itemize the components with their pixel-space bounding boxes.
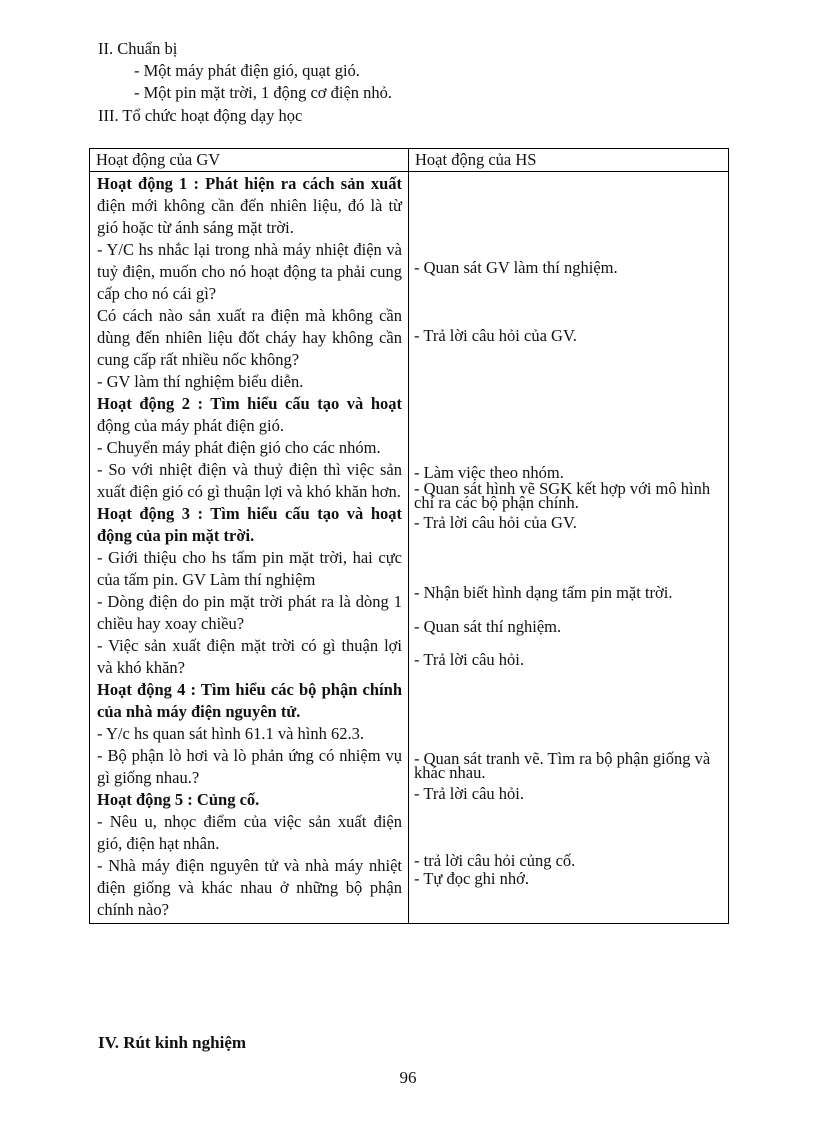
activity-3-step-1: - Giới thiệu cho hs tấm pin mặt trời, hai cực của tấm pin. GV Làm thí nghiệm — [97, 548, 402, 589]
activity-3-step-3: - Việc sản xuất điện mặt trời có gì thuận lợi và khó khăn? — [97, 636, 402, 677]
column-header-gv: Hoạt động của GV — [90, 149, 409, 172]
activity-4-step-1: - Y/c hs quan sát hình 61.1 và hình 62.3. — [97, 724, 365, 743]
student-note-2: - Trả lời câu hỏi của GV. — [414, 326, 577, 345]
student-note-10: - Trả lời câu hỏi. — [414, 784, 525, 803]
activity-2-intro — [97, 393, 402, 437]
activity-5-step-1: - Nêu u, nhọc điểm của việc sản xuất điện gió, điện hạt nhân. — [97, 812, 402, 853]
activity-1-step-2: Có cách nào sản xuất ra điện mà không cần dùng đến nhiên liệu đốt cháy hay không cần cung cấp rất nhiều nốc không? — [97, 306, 402, 369]
student-note-3: - Làm việc theo nhóm. — [414, 463, 564, 482]
activity-4-intro — [97, 679, 402, 723]
activity-1-step-3: - GV làm thí nghiệm biểu diễn. — [97, 372, 304, 391]
table-header-row — [90, 149, 729, 172]
student-note-7: - Quan sát thí nghiệm. — [414, 617, 562, 636]
prep-heading: II. Chuẩn bị — [98, 39, 178, 58]
activity-1-title-rest: điện mới không cần đến nhiên liệu, đó là từ gió hoặc từ ánh sáng mặt trời. — [97, 196, 402, 237]
student-note-9: - Quan sát tranh vẽ. Tìm ra bộ phận giống và khác nhau. — [414, 749, 711, 782]
activity-5-intro — [97, 789, 402, 811]
page-number: 96 — [399, 1068, 417, 1087]
activity-1-intro — [97, 173, 402, 239]
activity-4-step-2: - Bộ phận lò hơi và lò phản ứng có nhiệm vụ gì giống nhau.? — [97, 746, 402, 787]
experience-heading: IV. Rút kinh nghiệm — [98, 1033, 247, 1052]
activity-2-step-2: - So với nhiệt điện và thuỷ điện thì việc sản xuất điện gió có gì thuận lợi và khó khăn hơn. — [97, 460, 402, 501]
prep-item-1: - Một máy phát điện gió, quạt gió. — [134, 61, 360, 80]
student-note-12: - Tự đọc ghi nhớ. — [414, 869, 529, 888]
student-activities-cell — [409, 172, 729, 924]
activity-3-title: Hoạt động 3 : Tìm hiểu cấu tạo và hoạt động của pin mặt trời. — [97, 504, 402, 545]
activity-1-step-1: - Y/C hs nhắc lại trong nhà máy nhiệt điện và tuỷ điện, muốn cho nó hoạt động ta phải cung cấp cho nó cái gì? — [97, 240, 402, 303]
activity-4-title: Hoạt động 4 : Tìm hiểu các bộ phận chính của nhà máy điện nguyên tử. — [97, 680, 402, 721]
activity-2-title: Hoạt động 2 : Tìm hiểu cấu tạo và hoạt — [97, 394, 402, 413]
activity-5-step-2: - Nhà máy điện nguyên tử và nhà máy nhiệt điện giống và khác nhau ở những bộ phận chính nào? — [97, 856, 402, 919]
activity-2-step-1: - Chuyển máy phát điện gió cho các nhóm. — [97, 438, 381, 457]
student-note-8: - Trả lời câu hỏi. — [414, 650, 525, 669]
activity-table — [89, 148, 729, 924]
activity-1-title: Hoạt động 1 : Phát hiện ra cách sản xuất — [97, 174, 402, 193]
activity-3-intro — [97, 503, 402, 547]
column-header-hs: Hoạt động của HS — [409, 149, 729, 172]
prep-item-2: - Một pin mặt trời, 1 động cơ điện nhỏ. — [134, 83, 393, 102]
student-note-1: - Quan sát GV làm thí nghiệm. — [414, 258, 618, 277]
activity-3-step-2: - Dòng điện do pin mặt trời phát ra là dòng 1 chiều hay xoay chiều? — [97, 592, 402, 633]
student-note-6: - Nhận biết hình dạng tấm pin mặt trời. — [414, 583, 673, 602]
student-note-11: - trả lời câu hỏi củng cố. — [414, 851, 576, 870]
student-note-5: - Trả lời câu hỏi của GV. — [414, 513, 577, 532]
organize-heading: III. Tổ chức hoạt động dạy học — [98, 106, 303, 125]
activity-5-title: Hoạt động 5 : Củng cố. — [97, 790, 260, 809]
table-body-row — [90, 172, 729, 924]
teacher-activities-cell — [90, 172, 409, 924]
activity-2-title-rest: động của máy phát điện gió. — [97, 416, 284, 435]
student-note-4: - Quan sát hình vẽ SGK kết hợp với mô hình chỉ ra các bộ phận chính. — [414, 479, 711, 512]
